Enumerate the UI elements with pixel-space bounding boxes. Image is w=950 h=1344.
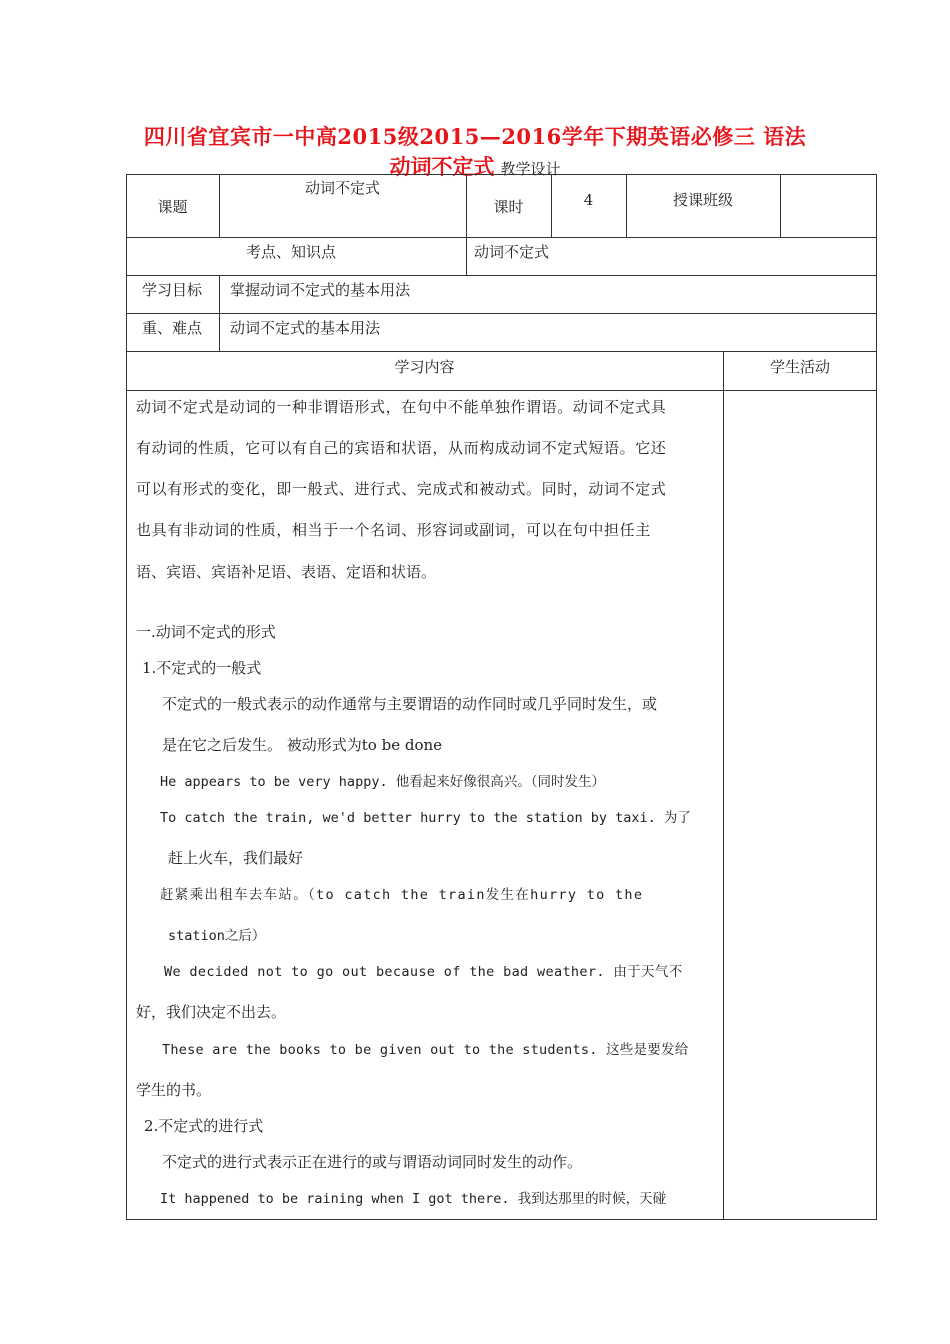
topic-label: 课题 (157, 198, 188, 216)
intro-line: 可以有形式的变化，即一般式、进行式、完成式和被动式。同时，动词不定式 (136, 480, 667, 498)
text-line: 不定式的一般式表示的动作通常与主要谓语的动作同时或几乎同时发生，或 (162, 695, 658, 713)
row-divider (126, 275, 877, 276)
class-label: 授课班级 (672, 191, 733, 209)
col-divider (780, 174, 781, 237)
row-divider (126, 237, 877, 238)
period-label: 课时 (493, 198, 524, 216)
example-sentence: He appears to be very happy. 他看起来好像很高兴。（同时发生） (160, 774, 605, 790)
text-line: 不定式的进行式表示正在进行的或与谓语动词同时发生的动作。 (162, 1153, 583, 1171)
example-sentence: To catch the train, we'd better hurry to the station by taxi. 为了 (160, 810, 691, 826)
example-translation: 赶紧乘出租车去车站。（to catch the train发生在hurry to the (160, 887, 644, 903)
key-points-label: 重、难点 (142, 319, 203, 337)
document-title: 四川省宜宾市一中高2015级2015—2016学年下期英语必修三 语法 (143, 124, 807, 149)
col-divider (466, 174, 467, 275)
key-points-value: 动词不定式的基本用法 (230, 319, 381, 337)
content-header: 学习内容 (394, 358, 455, 376)
activity-header: 学生活动 (769, 358, 830, 376)
goal-label: 学习目标 (142, 281, 203, 299)
text-line: 是在它之后发生。 被动形式为to be done (162, 736, 443, 754)
example-translation: 学生的书。 (136, 1081, 212, 1099)
knowledge-value: 动词不定式 (474, 243, 550, 261)
knowledge-label: 考点、知识点 (246, 243, 337, 261)
example-translation: 好，我们决定不出去。 (136, 1003, 287, 1021)
student-activity-cell (724, 391, 876, 1219)
period-value: 4 (583, 191, 594, 209)
intro-line: 有动词的性质，它可以有自己的宾语和状语，从而构成动词不定式短语。它还 (136, 439, 667, 457)
subtitle-main: 动词不定式 (389, 154, 495, 179)
intro-line: 也具有非动词的性质，相当于一个名词、形容词或副词，可以在句中担任主 (136, 521, 651, 539)
example-sentence: These are the books to be given out to the students. 这些是要发给 (162, 1042, 689, 1058)
row-divider (126, 313, 877, 314)
subsection-heading: 1.不定式的一般式 (142, 659, 262, 677)
col-divider (219, 275, 220, 351)
row-divider (126, 351, 877, 352)
goal-value: 掌握动词不定式的基本用法 (230, 281, 411, 299)
example-sentence: We decided not to go out because of the bad weather. 由于天气不 (164, 964, 683, 980)
example-translation: station之后） (168, 928, 266, 944)
section-heading: 一.动词不定式的形式 (136, 623, 276, 641)
subsection-heading: 2.不定式的进行式 (144, 1117, 264, 1135)
intro-line: 动词不定式是动词的一种非谓语形式，在句中不能单独作谓语。动词不定式具 (136, 398, 667, 416)
intro-line: 语、宾语、宾语补足语、表语、定语和状语。 (136, 563, 437, 581)
example-translation: 赶上火车，我们最好 (168, 849, 304, 867)
topic-value: 动词不定式 (304, 179, 380, 197)
subtitle-suffix: 教学设计 (500, 160, 561, 178)
example-sentence: It happened to be raining when I got there. 我到达那里的时候，天碰 (160, 1191, 667, 1207)
